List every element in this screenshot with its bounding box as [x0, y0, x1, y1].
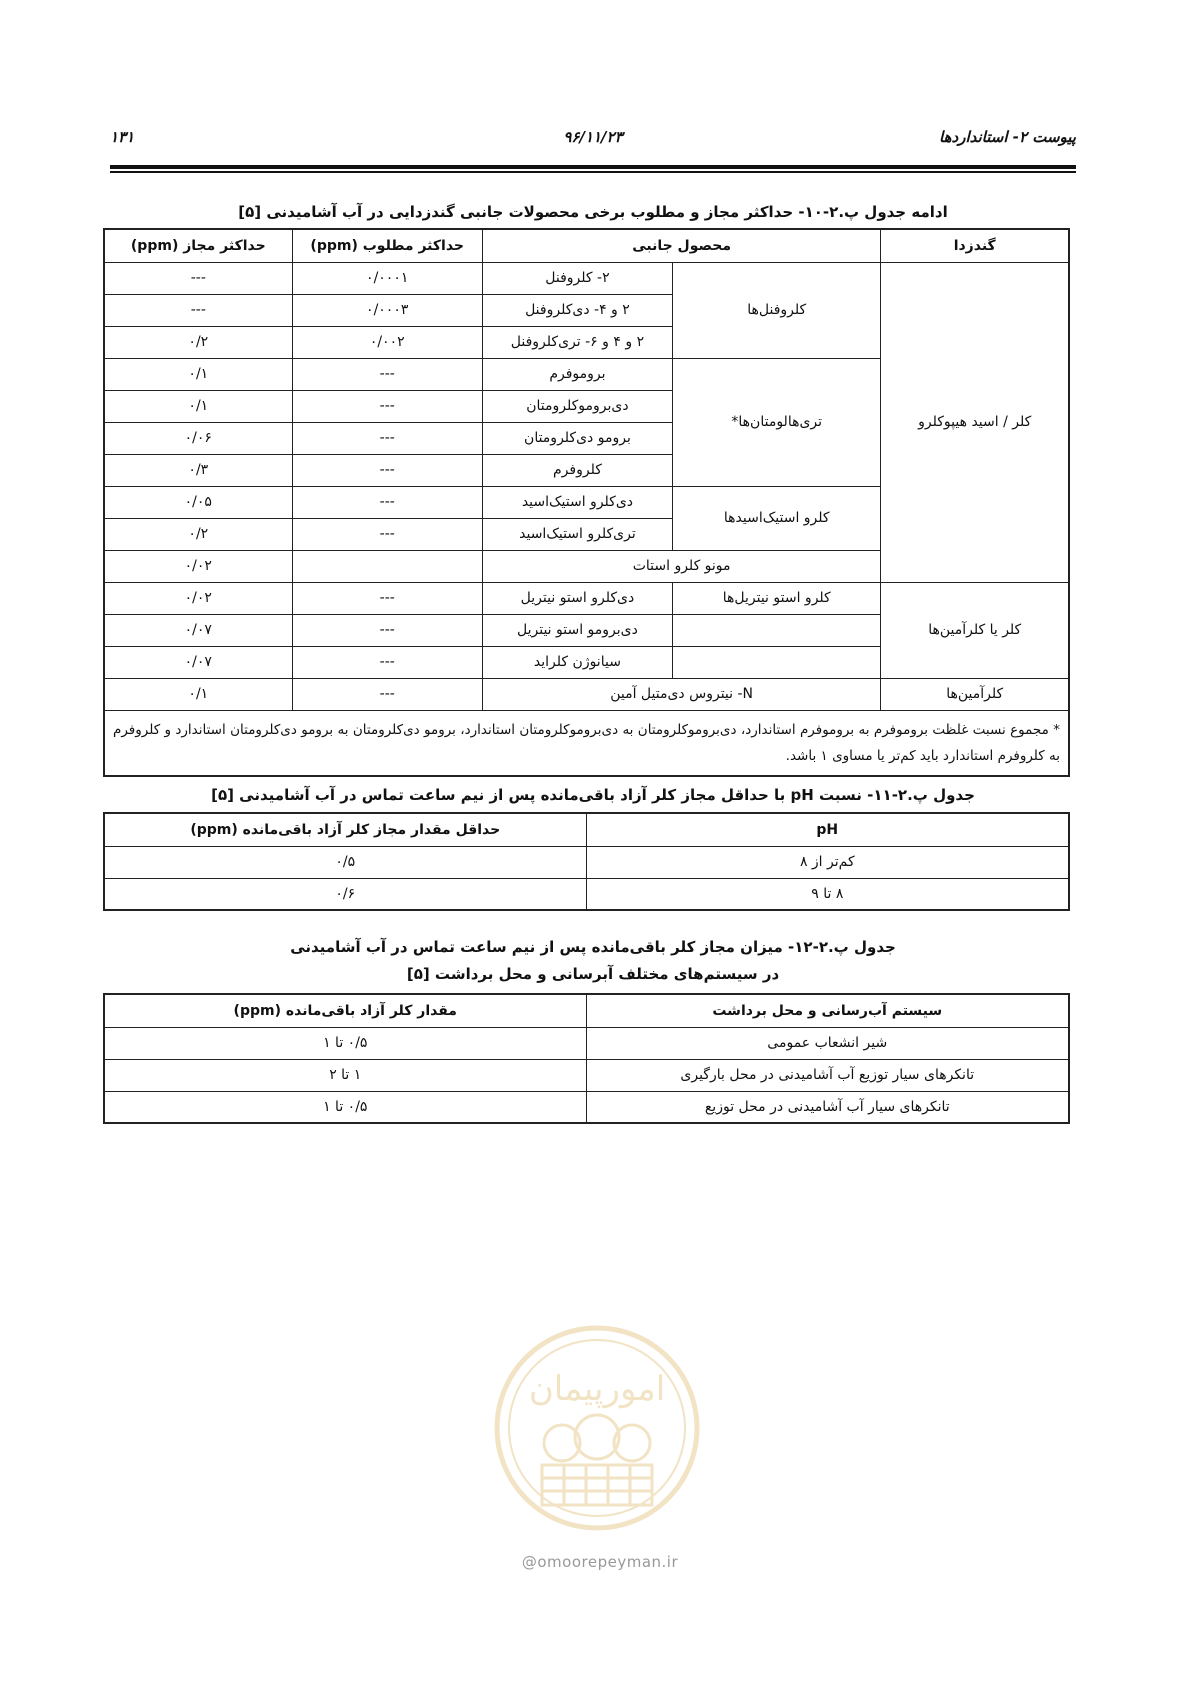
product-cell: کلروفرم [482, 454, 672, 486]
product-cell: تری‌کلرو استیک‌اسید [482, 518, 672, 550]
group-chloramines: کلرآمین‌ها [881, 678, 1069, 710]
th-min-chlorine: حداقل مقدار مجاز کلر آزاد باقی‌مانده (ppm) [104, 813, 586, 846]
table10 [103, 228, 1070, 777]
empty-cell [673, 646, 881, 678]
desired-cell: ۰/۰۰۲ [292, 326, 482, 358]
allowed-cell: ۰/۱ [104, 390, 292, 422]
table12 [103, 993, 1070, 1124]
allowed-cell: --- [104, 262, 292, 294]
watermark-logo [494, 1325, 700, 1531]
th-allowed: حداکثر مجاز (ppm) [104, 229, 292, 262]
product-cell: ۲- کلروفنل [482, 262, 672, 294]
table11-header-row [104, 813, 1069, 846]
allowed-cell: ۰/۲ [104, 326, 292, 358]
table11 [103, 812, 1070, 911]
value-cell: ۰/۵ [104, 846, 586, 878]
table12-caption-line1: جدول پ.۲-۱۲- میزان مجاز کلر باقی‌مانده پس از نیم ساعت تماس در آب آشامیدنی [290, 938, 896, 956]
group-haa: کلرو استیک‌اسیدها [673, 486, 881, 550]
product-cell: مونو کلرو استات [482, 550, 881, 582]
th-amount: مقدار کلر آزاد باقی‌مانده (ppm) [104, 994, 586, 1027]
group-chlorophenols: کلروفنل‌ها [673, 262, 881, 358]
th-disinfectant: گندزدا [881, 229, 1069, 262]
allowed-cell: ۰/۰۲ [104, 550, 292, 582]
table10-header-row [104, 229, 1069, 262]
system-cell: شیر انشعاب عمومی [586, 1027, 1069, 1059]
allowed-cell: --- [104, 294, 292, 326]
ph-cell: کم‌تر از ۸ [586, 846, 1069, 878]
amount-cell: ۰/۵ تا ۱ [104, 1091, 586, 1123]
table10-caption: ادامه جدول پ.۲-۱۰- حداکثر مجاز و مطلوب برخی محصولات جانبی گندزدایی در آب آشامیدنی [۵] [238, 203, 948, 221]
desired-cell: ۰/۰۰۰۱ [292, 262, 482, 294]
table11-caption: جدول پ.۲-۱۱- نسبت pH با حداقل مجاز کلر آزاد باقی‌مانده پس از نیم ساعت تماس در آب آشامیدنی [۵] [211, 786, 975, 804]
table-row [104, 678, 1069, 710]
table-row [104, 1027, 1069, 1059]
group-chloramine: کلر یا کلرآمین‌ها [881, 582, 1069, 678]
table-row [104, 582, 1069, 614]
desired-cell: --- [292, 518, 482, 550]
allowed-cell: ۰/۳ [104, 454, 292, 486]
group-chlorine: کلر / اسید هیپوکلرو [881, 262, 1069, 582]
allowed-cell: ۰/۰۵ [104, 486, 292, 518]
product-cell: سیانوژن کلراید [482, 646, 672, 678]
desired-cell: --- [292, 614, 482, 646]
desired-cell: --- [292, 390, 482, 422]
amount-cell: ۱ تا ۲ [104, 1059, 586, 1091]
desired-cell: --- [292, 358, 482, 390]
allowed-cell: ۰/۱ [104, 678, 292, 710]
header-rule-thick [110, 165, 1076, 169]
page-header [110, 128, 1076, 158]
table-row [104, 1059, 1069, 1091]
product-cell: برومو دی‌کلرومتان [482, 422, 672, 454]
empty-cell [673, 614, 881, 646]
product-cell: دی‌بروموکلرومتان [482, 390, 672, 422]
group-thm: تری‌هالومتان‌ها* [673, 358, 881, 486]
th-ph: pH [586, 813, 1069, 846]
value-cell: ۰/۶ [104, 878, 586, 910]
group-acetonitriles: کلرو استو نیتریل‌ها [673, 582, 881, 614]
allowed-cell: ۰/۰۷ [104, 614, 292, 646]
header-date: ۹۶/۱۱/۲۳ [563, 128, 623, 146]
table12-caption-line2: در سیستم‌های مختلف آبرسانی و محل برداشت [۵] [406, 965, 780, 983]
system-cell: تانکرهای سیار آب آشامیدنی در محل توزیع [586, 1091, 1069, 1123]
product-cell: دی‌کلرو استو نیتریل [482, 582, 672, 614]
th-byproduct: محصول جانبی [482, 229, 881, 262]
th-system: سیستم آب‌رسانی و محل برداشت [586, 994, 1069, 1027]
header-rule-thin [110, 171, 1076, 173]
ph-cell: ۸ تا ۹ [586, 878, 1069, 910]
product-cell: ۲ و ۴- دی‌کلروفنل [482, 294, 672, 326]
page-number: ۱۳۱ [110, 128, 135, 146]
table-row [104, 878, 1069, 910]
desired-cell: --- [292, 646, 482, 678]
allowed-cell: ۰/۰۶ [104, 422, 292, 454]
table-row [104, 262, 1069, 294]
system-cell: تانکرهای سیار توزیع آب آشامیدنی در محل بارگیری [586, 1059, 1069, 1091]
amount-cell: ۰/۵ تا ۱ [104, 1027, 586, 1059]
desired-cell: --- [292, 422, 482, 454]
desired-cell: --- [292, 582, 482, 614]
allowed-cell: ۰/۲ [104, 518, 292, 550]
desired-cell: --- [292, 454, 482, 486]
th-desired: حداکثر مطلوب (ppm) [292, 229, 482, 262]
product-cell: دی‌کلرو استیک‌اسید [482, 486, 672, 518]
table10-footnote: * مجموع نسبت غلظت بروموفرم به بروموفرم استاندارد، دی‌بروموکلرومتان به دی‌بروموکلرومتان استاندارد، برومو دی‌کلرومتان به برومو دی‌کلرومتان استاندارد و کلروفرم به کلروفرم استاندارد باید کم‌تر یا مساوی ۱ باشد. [104, 710, 1069, 776]
appendix-title: پیوست ۲- استانداردها [939, 128, 1076, 146]
product-cell: دی‌برومو استو نیتریل [482, 614, 672, 646]
watermark-logo-text: امورپیمان [528, 1369, 666, 1409]
desired-cell: --- [292, 678, 482, 710]
watermark-site: @omoorepeyman.ir [521, 1553, 679, 1571]
product-cell: ۲ و ۴ و ۶- تری‌کلروفنل [482, 326, 672, 358]
allowed-cell: ۰/۰۷ [104, 646, 292, 678]
footnote-row [104, 710, 1069, 776]
desired-cell [292, 550, 482, 582]
product-cell: N- نیتروس دی‌متیل آمین [482, 678, 881, 710]
allowed-cell: ۰/۰۲ [104, 582, 292, 614]
table-row [104, 1091, 1069, 1123]
table12-header-row [104, 994, 1069, 1027]
table-row [104, 846, 1069, 878]
desired-cell: ۰/۰۰۰۳ [292, 294, 482, 326]
allowed-cell: ۰/۱ [104, 358, 292, 390]
product-cell: بروموفرم [482, 358, 672, 390]
desired-cell: --- [292, 486, 482, 518]
